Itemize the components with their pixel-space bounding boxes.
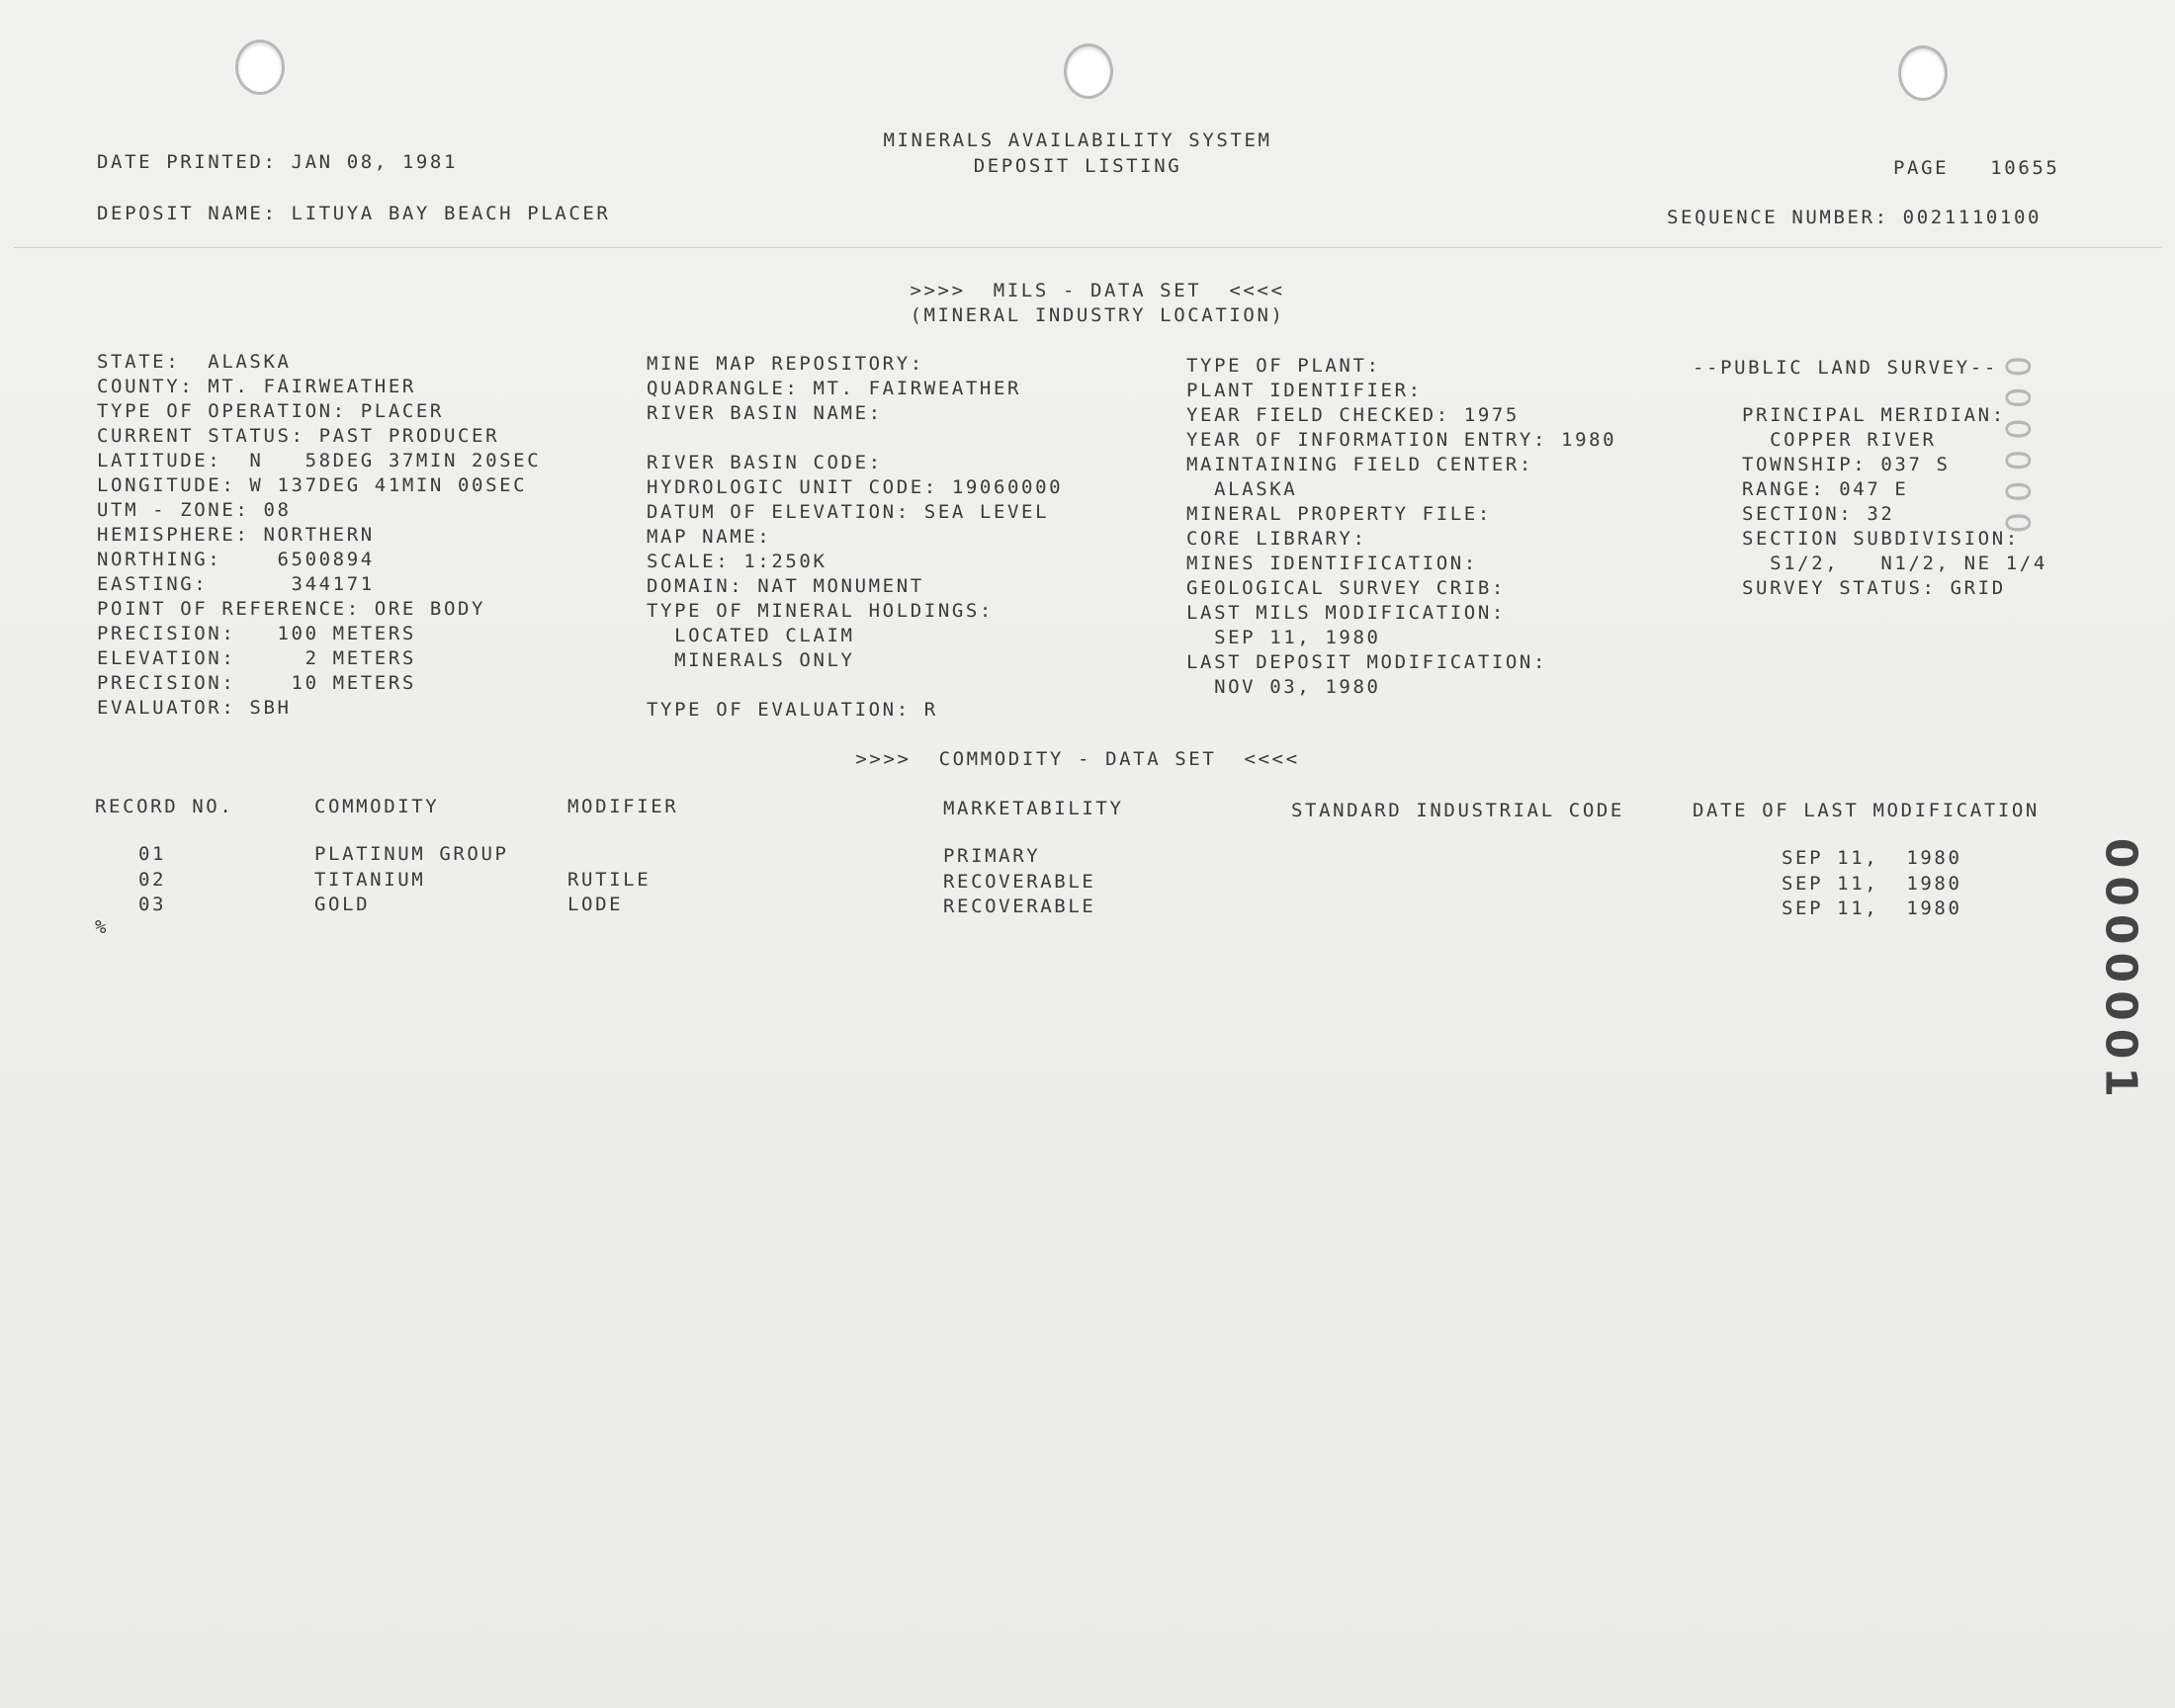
field-longitude: LONGITUDE: W 137DEG 41MIN 00SEC [97,474,528,496]
system-title: MINERALS AVAILABILITY SYSTEM [883,129,1272,151]
field-last-deposit-modification-date: NOV 03, 1980 [1186,676,1381,698]
faint-stamp-number: 000000 [1997,356,2037,544]
field-utm-zone: UTM - ZONE: 08 [97,499,292,521]
field-last-mils-modification: LAST MILS MODIFICATION: [1186,602,1506,624]
field-scale: SCALE: 1:250K [647,551,827,572]
field-state: STATE: ALASKA [97,351,292,373]
blank-line [647,673,1063,698]
location-column [97,350,541,721]
field-maintaining-center: MAINTAINING FIELD CENTER: [1186,454,1533,475]
header-marketability: MARKETABILITY [943,798,1124,819]
cell-modifier: LODE [567,894,624,915]
cell-record: 01 [138,843,167,865]
punch-hole-right [1898,45,1948,101]
punch-hole-center [1064,43,1113,99]
field-section: SECTION: 32 [1742,503,1895,525]
cell-modifier: RUTILE [567,869,652,891]
field-river-basin-code: RIVER BASIN CODE: [647,452,883,473]
field-hydrologic-unit-code: HYDROLOGIC UNIT CODE: 19060000 [647,476,1064,498]
commodity-table-header [0,795,2175,819]
header-sic: STANDARD INDUSTRIAL CODE [1291,800,1624,821]
field-river-basin-name: RIVER BASIN NAME: [647,402,883,424]
cell-commodity: PLATINUM GROUP [314,843,509,865]
date-printed: DATE PRINTED: JAN 08, 1981 [97,151,459,173]
field-mineral-property-file: MINERAL PROPERTY FILE: [1186,503,1492,525]
field-year-info-entry: YEAR OF INFORMATION ENTRY: 1980 [1186,429,1617,451]
cell-date: SEP 11, 1980 [1782,897,1962,919]
listing-title: DEPOSIT LISTING [973,155,1182,177]
field-easting: EASTING: 344171 [97,573,375,595]
mils-section-title: >>>> MILS - DATA SET <<<< [910,280,1285,301]
sequence-number: SEQUENCE NUMBER: 0021110100 [1667,207,2043,228]
cell-marketability: RECOVERABLE [943,896,1096,917]
field-hemisphere: HEMISPHERE: NORTHERN [97,524,375,546]
field-geological-survey-crib: GEOLOGICAL SURVEY CRIB: [1186,577,1506,599]
field-core-library: CORE LIBRARY: [1186,528,1367,550]
header-modifier: MODIFIER [567,796,679,817]
field-maintaining-center-value: ALASKA [1186,478,1298,500]
field-last-deposit-modification: LAST DEPOSIT MODIFICATION: [1186,651,1548,673]
public-land-survey-title: --PUBLIC LAND SURVEY-- [1693,357,1998,379]
cell-commodity: GOLD [314,894,371,915]
cell-marketability: RECOVERABLE [943,871,1096,893]
cell-date: SEP 11, 1980 [1782,847,1962,869]
stamp-number: 0000001 [2095,837,2145,1105]
field-mines-identification: MINES IDENTIFICATION: [1186,553,1478,574]
field-evaluation-type: TYPE OF EVALUATION: R [647,699,938,721]
field-section-subdivision-value: S1/2, N1/2, NE 1/4 [1742,553,2047,574]
field-map-name: MAP NAME: [647,526,772,548]
table-row [0,842,2175,867]
cell-commodity: TITANIUM [314,869,426,891]
field-elevation: ELEVATION: 2 METERS [97,647,416,669]
commodity-section-title: >>>> COMMODITY - DATA SET <<<< [855,748,1300,770]
field-township: TOWNSHIP: 037 S [1742,454,1951,475]
field-elevation-precision: PRECISION: 10 METERS [97,672,416,694]
cell-record: 03 [138,894,167,915]
field-year-field-checked: YEAR FIELD CHECKED: 1975 [1186,404,1520,426]
field-range: RANGE: 047 E [1742,478,1909,500]
field-last-mils-modification-date: SEP 11, 1980 [1186,627,1381,648]
field-domain: DOMAIN: NAT MONUMENT [647,575,924,597]
plant-column [1186,354,1616,700]
table-row [0,893,2175,917]
field-precision: PRECISION: 100 METERS [97,623,416,644]
header-date-modified: DATE OF LAST MODIFICATION [1693,800,2040,821]
mils-section-subtitle: (MINERAL INDUSTRY LOCATION) [910,304,1285,326]
field-principal-meridian: PRINCIPAL MERIDIAN: [1742,404,2006,426]
blank-line [647,426,1063,451]
table-row [0,868,2175,893]
field-datum-of-elevation: DATUM OF ELEVATION: SEA LEVEL [647,501,1050,523]
cell-record: 02 [138,869,167,891]
header-commodity: COMMODITY [314,796,440,817]
field-evaluator: EVALUATOR: SBH [97,697,292,719]
cell-date: SEP 11, 1980 [1782,873,1962,895]
field-holding-located-claim: LOCATED CLAIM [647,625,855,646]
page-number: PAGE 10655 [1893,157,2060,179]
field-mine-map-repository: MINE MAP REPOSITORY: [647,353,924,375]
field-plant-identifier: PLANT IDENTIFIER: [1186,380,1423,401]
field-quadrangle: QUADRANGLE: MT. FAIRWEATHER [647,378,1022,399]
field-section-subdivision: SECTION SUBDIVISION: [1742,528,2020,550]
field-current-status: CURRENT STATUS: PAST PRODUCER [97,425,500,447]
header-divider [14,247,2161,248]
field-county: COUNTY: MT. FAIRWEATHER [97,376,416,397]
cell-marketability: PRIMARY [943,845,1041,867]
field-type-of-plant: TYPE OF PLANT: [1186,355,1381,377]
header-record-no: RECORD NO. [95,796,234,817]
deposit-name: DEPOSIT NAME: LITUYA BAY BEACH PLACER [97,203,611,224]
field-operation-type: TYPE OF OPERATION: PLACER [97,400,444,422]
field-holding-minerals-only: MINERALS ONLY [647,649,855,671]
field-principal-meridian-value: COPPER RIVER [1742,429,1937,451]
field-mineral-holdings: TYPE OF MINERAL HOLDINGS: [647,600,994,622]
field-point-of-reference: POINT OF REFERENCE: ORE BODY [97,598,486,620]
map-column [647,352,1063,723]
field-survey-status: SURVEY STATUS: GRID [1742,577,2006,599]
field-northing: NORTHING: 6500894 [97,549,375,570]
field-latitude: LATITUDE: N 58DEG 37MIN 20SEC [97,450,542,471]
punch-hole-left [235,40,285,95]
end-of-record-marker: % [95,916,110,938]
